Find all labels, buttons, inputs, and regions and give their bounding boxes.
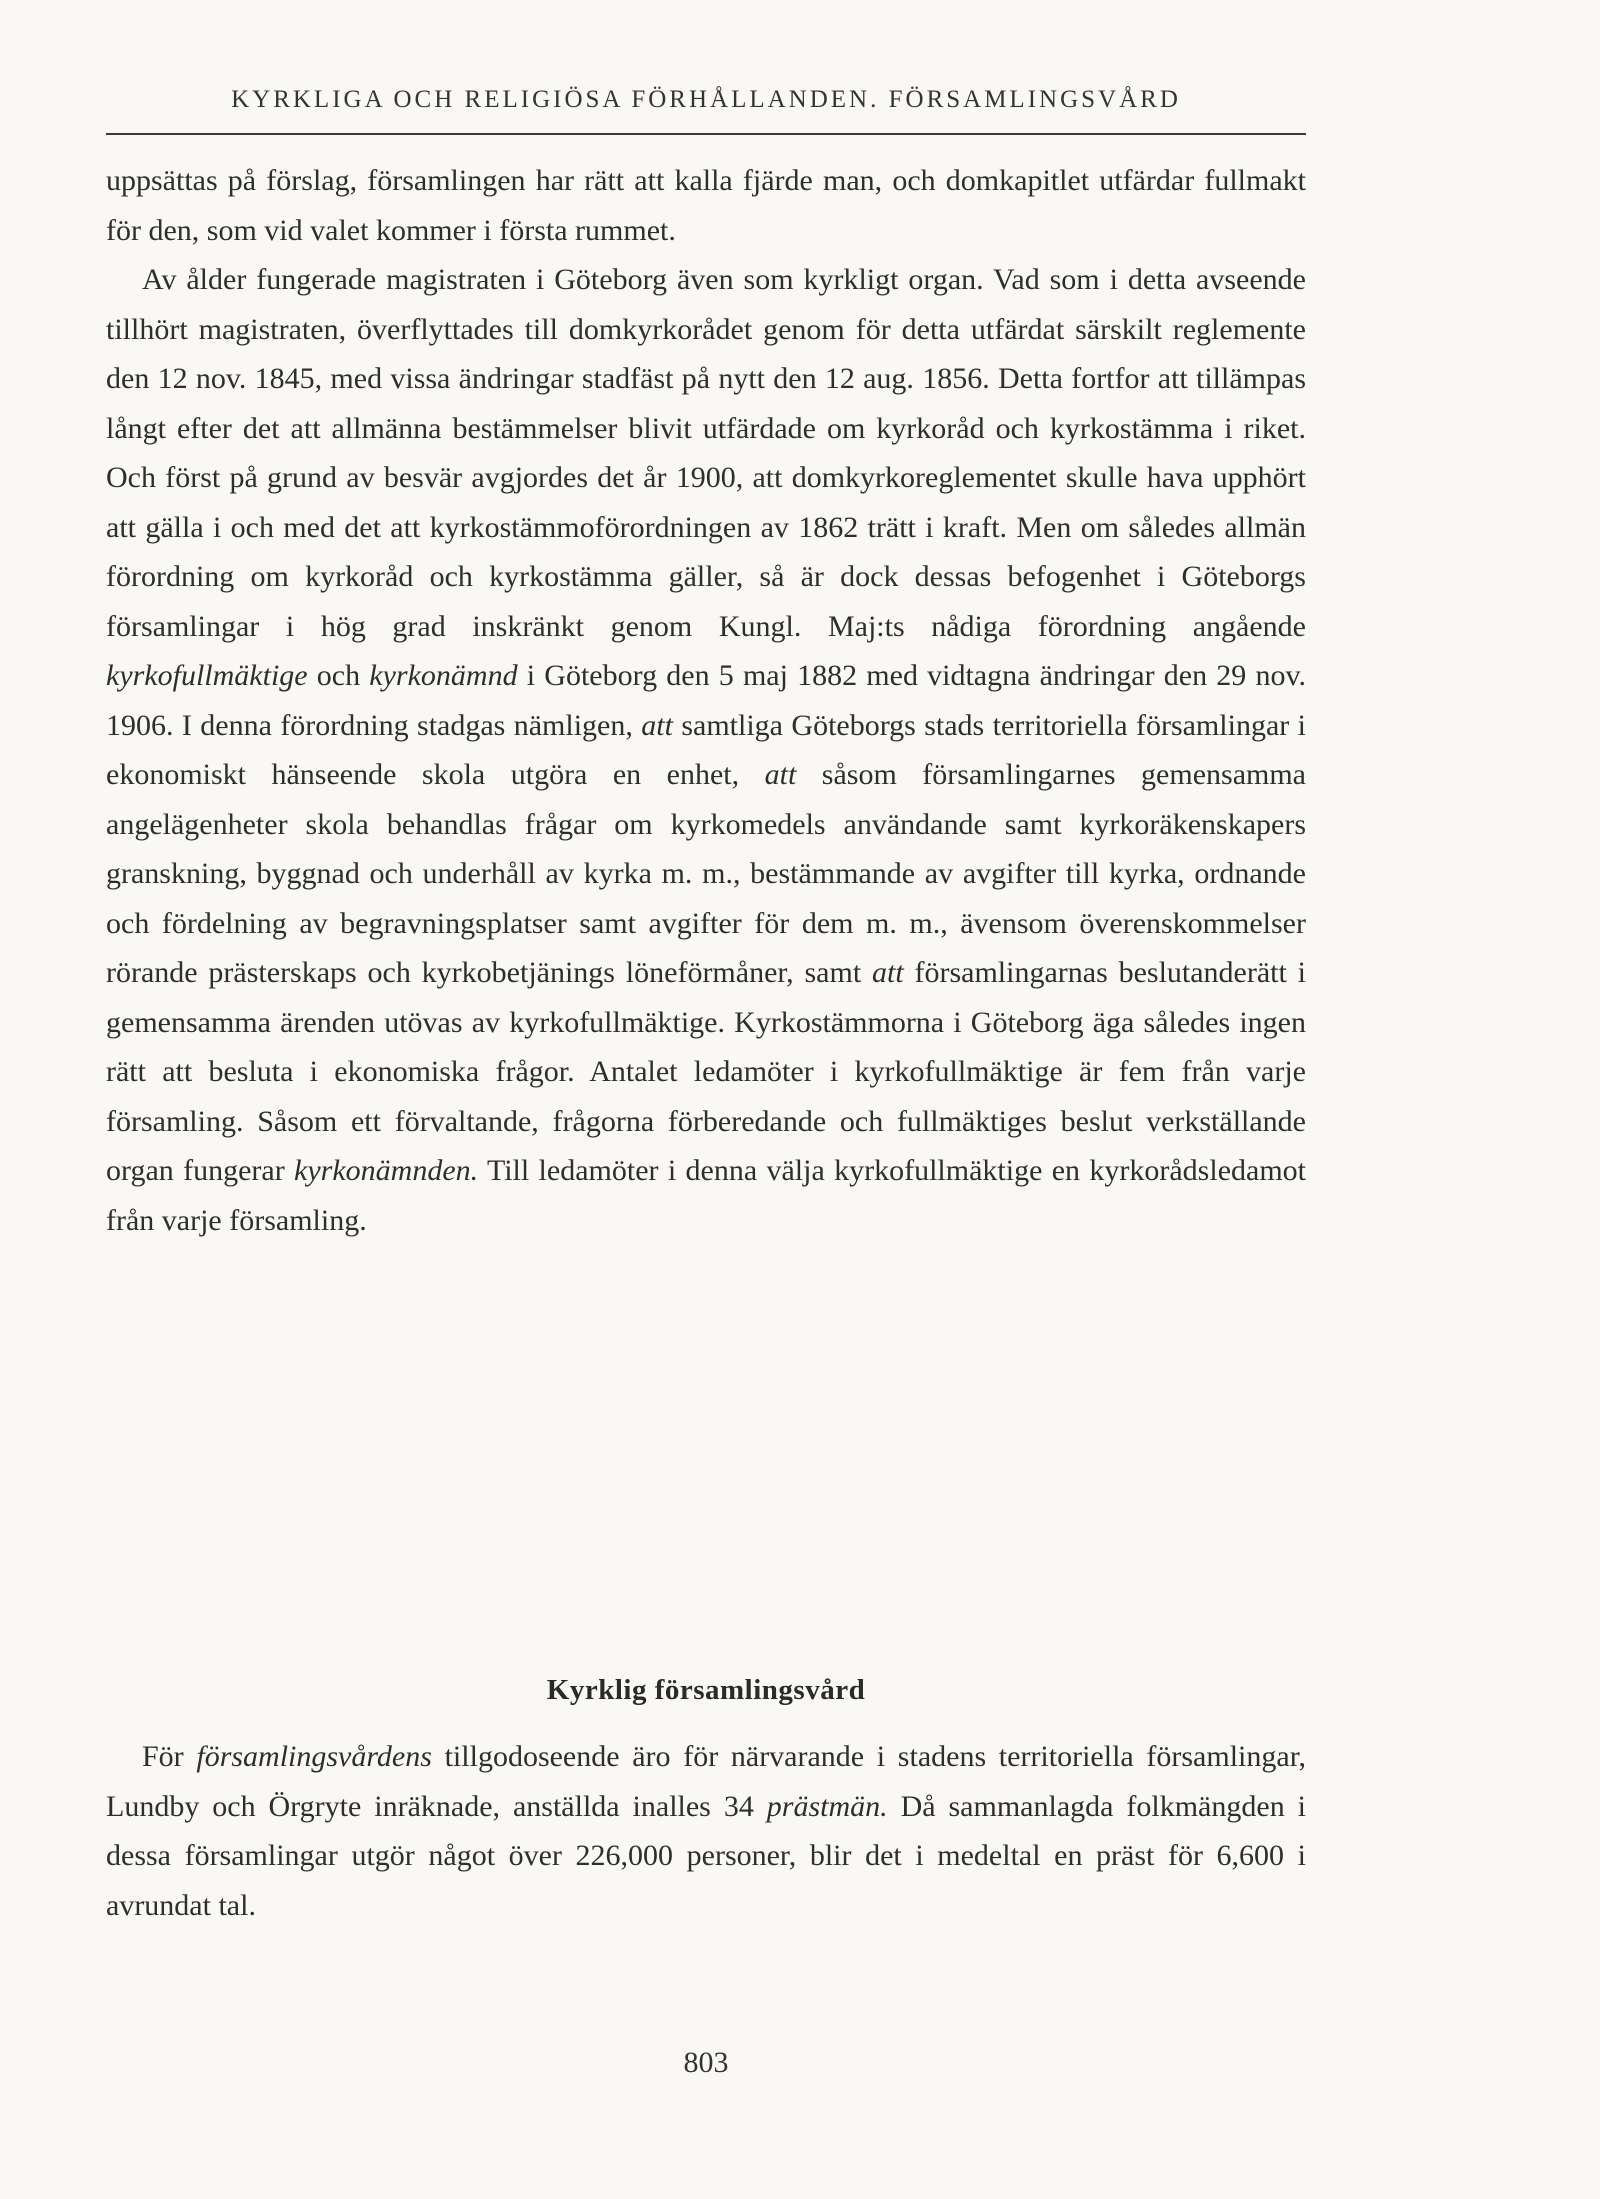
paragraph-forsamlingsvard	[106, 1732, 1306, 1930]
section-heading: Kyrklig församlingsvård	[546, 1674, 866, 1706]
italic-term: att	[764, 758, 797, 791]
text-run: tillgodoseende äro för närvarande i stadens territoriella församlingar, Lundby och Örgryte inräknade, anställda inalles 34	[106, 1740, 1306, 1823]
paragraph-magistraten	[106, 255, 1306, 1245]
header-rule	[106, 133, 1306, 135]
text-run: För	[142, 1740, 197, 1773]
text-run: i Göteborg den 5 maj 1882 med vidtagna ändringar den 29 nov. 1906. I denna förordning stadgas nämligen,	[106, 659, 1306, 742]
text-run: Av ålder fungerade magistraten i Göteborg även som kyrkligt organ. Vad som i detta avseende tillhört magistraten, överflyttades till domkyrkorådet genom för detta utfärdat särskilt reglemente den 12 nov. 1845, med vissa ändringar stadfäst på nytt den 12 aug. 1856. Detta fortfor att tillämpas långt efter det att allmänna bestämmelser blivit utfärdade om kyrkoråd och kyrkostämma i riket. Och först på grund av besvär avgjordes det år 1900, att domkyrkoreglementet skulle hava upphört att gälla i och med det att kyrkostämmoförordningen av 1862 trätt i kraft. Men om således allmän förordning om kyrkoråd och kyrkostämma gäller, så är dock dessas befogenhet i Göteborgs församlingar i hög grad inskränkt genom Kungl. Maj:ts nådiga förordning angående	[106, 263, 1306, 643]
italic-term: att	[872, 956, 904, 989]
body-text	[106, 156, 1306, 1245]
page-number: 803	[683, 2046, 729, 2079]
text-run: samtliga Göteborgs stads territoriella församlingar i ekonomiskt hänseende skola utgöra en enhet,	[106, 708, 1306, 791]
text-run: församlingarnas beslutanderätt i gemensamma ärenden utövas av kyrkofullmäktige. Kyrkostämmorna i Göteborg äga således ingen rätt att besluta i ekonomiska frågor. Antalet ledamöter i kyrkofullmäktige är fem från varje församling. Såsom ett förvaltande, frågorna förberedande och fullmäktiges beslut verkställande organ fungerar	[106, 956, 1307, 1187]
italic-term: kyrkonämnden.	[294, 1154, 479, 1187]
running-head: KYRKLIGA OCH RELIGIÖSA FÖRHÅLLANDEN. FÖRSAMLINGSVÅRD	[231, 86, 1181, 113]
text-run: såsom församlingarnes gemensamma angelägenheter skola behandlas frågar om kyrkomedels användande samt kyrkoräkenskapers granskning, byggnad och underhåll av kyrka m. m., bestämmande av avgifter till kyrka, ordnande och fördelning av begravningsplatser samt avgifter för dem m. m., ävensom överenskommelser rörande prästerskaps och kyrkobetjänings löneförmåner, samt	[106, 758, 1306, 989]
section-text	[106, 1732, 1306, 1930]
italic-term: prästmän.	[766, 1789, 888, 1823]
italic-term: kyrkonämnd	[369, 659, 518, 692]
italic-term: att	[641, 708, 673, 742]
italic-term: kyrkofullmäktige	[106, 659, 308, 692]
text-run: och	[307, 659, 370, 692]
text-run: Till ledamöter i denna välja kyrkofullmäktige en kyrkorådsledamot från varje församling.	[106, 1154, 1306, 1237]
text-run: Då sammanlagda folkmängden i dessa församlingar utgör något över 226,000 personer, blir det i medeltal en präst för 6,600 i avrundat tal.	[106, 1789, 1306, 1922]
paragraph-continuation: uppsättas på förslag, församlingen har rätt att kalla fjärde man, och domkapitlet utfärdar fullmakt för den, som vid valet kommer i första rummet.	[106, 164, 1306, 247]
italic-term: församlingsvårdens	[196, 1740, 432, 1773]
